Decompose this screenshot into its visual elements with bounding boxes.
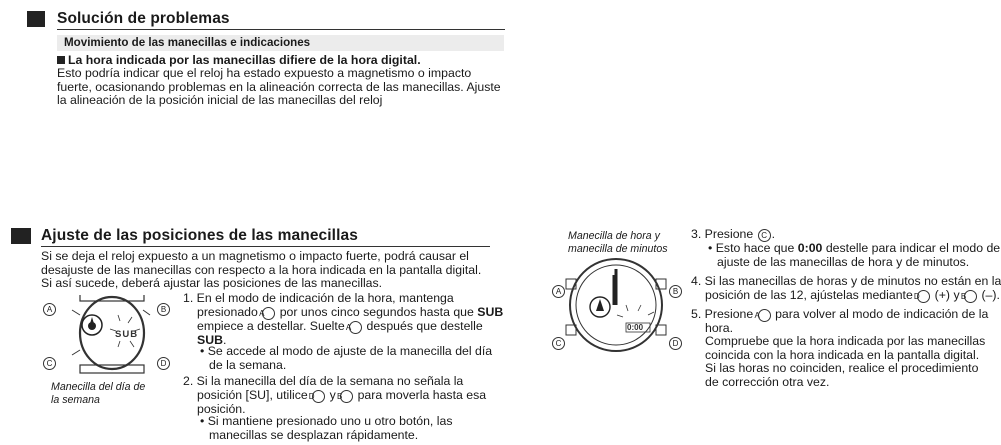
button-a-icon: A [262, 307, 275, 320]
button-d-icon: D [917, 290, 930, 303]
button-a-icon: A [758, 309, 771, 322]
figure-watch-2 [548, 255, 688, 355]
button-b-icon: B [964, 290, 977, 303]
section-marker-square [27, 11, 45, 27]
step-3: 3. Presione C . [691, 227, 776, 241]
section-title-troubleshooting: Solución de problemas [57, 10, 230, 27]
step-2-bullet: • Si mantiene presionado uno u otro botón, las manecillas se desplazan rápidamente. [200, 414, 453, 442]
step-3-bullet: • Esto hace que 0:00 destelle para indicar el modo de ajuste de las manecillas de hora y de minutos. [708, 241, 1001, 269]
step-2: 2. Si la manecilla del día de la semana no señala la posición [SU], utilice D y B para moverla hasta esa posición. [183, 374, 487, 416]
button-a-icon: A [43, 303, 56, 316]
button-d-icon: D [157, 357, 170, 370]
button-c-icon: C [552, 337, 565, 350]
button-b-icon: B [340, 390, 353, 403]
figure2-display-text: 0:00 [627, 323, 644, 332]
step-1-bullet: • Se accede al modo de ajuste de la manecilla del día de la semana. [200, 344, 493, 372]
button-a-icon: A [552, 285, 565, 298]
issue-title: La hora indicada por las manecillas difiere de la hora digital. [57, 54, 507, 68]
button-d-icon: D [669, 337, 682, 350]
title-rule [57, 29, 505, 30]
issue-body: Esto podría indicar que el reloj ha estado expuesto a magnetismo o impacto fuerte, ocasionando problemas en la alineación correcta de las manecillas. Ajuste la alineación de la posición inicial de las manecillas del reloj [57, 66, 501, 107]
section2-intro: Si se deja el reloj expuesto a un magnetismo o impacto fuerte, podrá causar el desajuste de las manecillas con respecto a la hora indicada en la pantalla digital. Si así sucede, deberá ajustar las posiciones de las manecillas. [41, 249, 482, 290]
step-4: 4. Si las manecillas de horas y de minutos no están en la posición de las 12, ajústelas mediante D (+) y B (–). [691, 274, 1001, 302]
step-5: 5. Presione A para volver al modo de indicación de la hora. [691, 307, 989, 335]
step-1: 1. En el modo de indicación de la hora, mantenga presionado A por unos cinco segundos hasta que SUB empiece a destellar. Suelte A después que destelle SUB. [183, 291, 504, 347]
button-b-icon: B [669, 285, 682, 298]
section2-rule [41, 246, 490, 247]
figure2-label: Manecilla de hora y manecilla de minutos [568, 230, 668, 255]
figure1-label: Manecilla del día de la semana [51, 381, 146, 406]
button-d-icon: D [312, 390, 325, 403]
square-bullet-icon [57, 56, 65, 64]
button-a-icon: A [349, 321, 362, 334]
step-5-followup: Compruebe que la hora indicada por las manecillas coincida con la hora indicada en la pantalla digital. Si las horas no coinciden, realice el procedimiento de corrección otra vez. [705, 334, 986, 389]
section-title-hand-adjust: Ajuste de las posiciones de las manecillas [41, 227, 358, 244]
figure1-display-text: SUB [115, 329, 139, 340]
subheader-text: Movimiento de las manecillas e indicaciones [64, 36, 311, 49]
button-c-icon: C [758, 229, 771, 242]
section-marker-square [11, 228, 31, 244]
button-b-icon: B [157, 303, 170, 316]
watch-illustration-2 [548, 255, 688, 355]
subheader-bar [57, 35, 504, 51]
button-c-icon: C [43, 357, 56, 370]
